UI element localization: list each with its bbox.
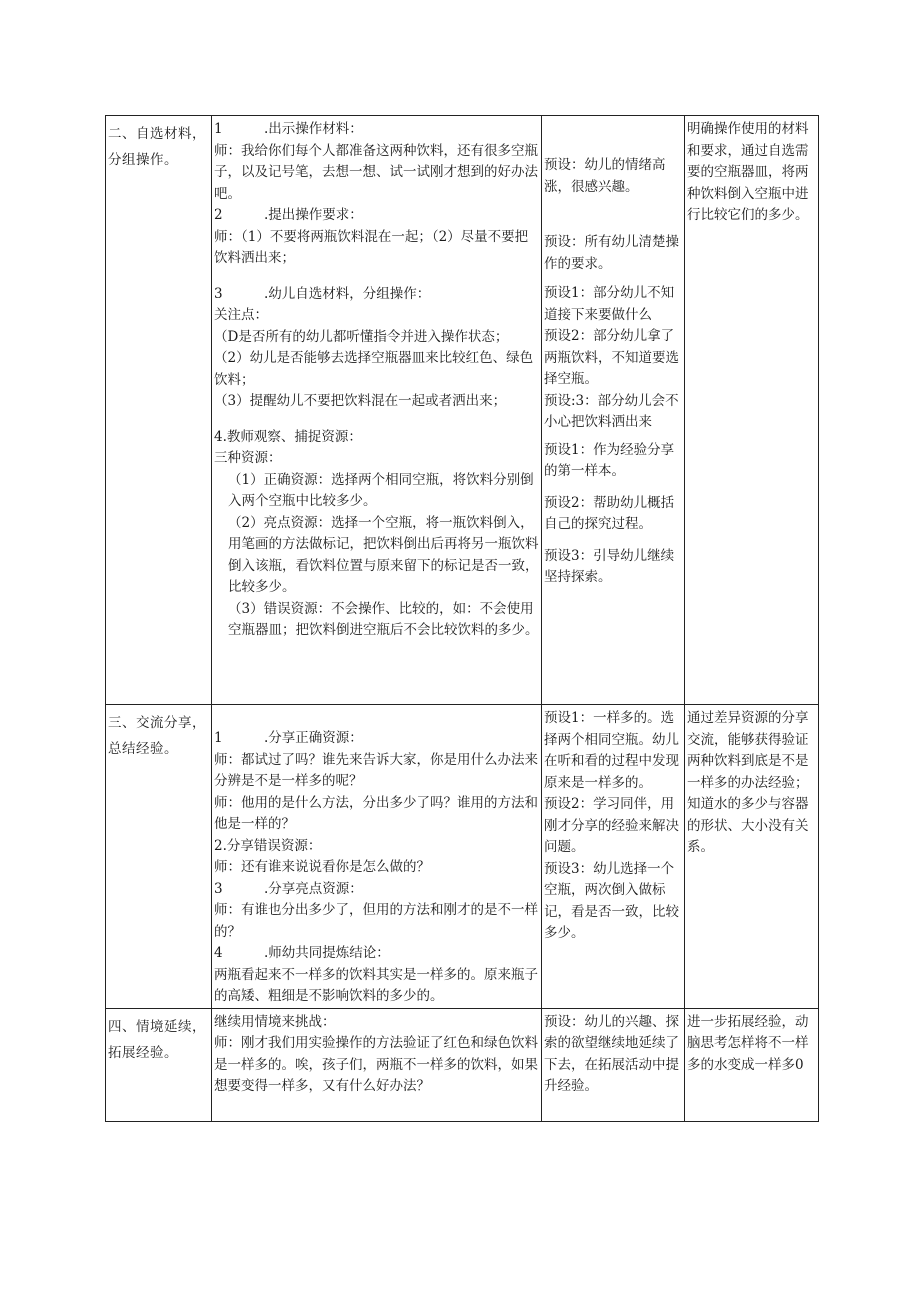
step-title: .出示操作材料： (264, 121, 363, 137)
stage-label: 二、自选材料，分组操作。 (108, 126, 206, 168)
teacher-line: 师：都试过了吗？谁先来告诉大家，你是用什么办法来分辨是不是一样多的呢？ (214, 751, 538, 789)
preset-text: 预设2：学习同伴，用刚才分享的经验来解决问题。 (544, 796, 679, 855)
preset-cell (542, 1008, 685, 1121)
teacher-line: 师：刚才我们用实验操作的方法验证了红色和绿色饮料是一样多的。唉，孩子们，两瓶不一样多的饮料，如果想要变得一样多，又有什么好办法？ (214, 1035, 538, 1094)
preset-text: 预设：幼儿的情绪高涨，很感兴趣。 (544, 157, 666, 195)
intent-text: 通过差异资源的分享交流，能够获得验证两种饮料到底是不是一样多的办法经验；知道水的多少与容器的形状、大小没有关系。 (687, 710, 809, 855)
stage-cell (106, 705, 212, 1009)
process-cell (212, 1008, 542, 1121)
step-title: .幼儿自选材料，分组操作： (264, 285, 431, 302)
step-title: 2.分享错误资源： (214, 837, 322, 854)
step-title: .师幼共同提炼结论： (264, 945, 390, 961)
step-number: 3 (214, 285, 223, 302)
preset-text: 预设3：幼儿选择一个空瓶，两次倒入做标记，看是否一致，比较多少。 (544, 860, 679, 941)
process-cell (212, 116, 542, 705)
preset-text: 预设1：部分幼儿不知道接下来要做什么 (544, 285, 675, 323)
step-number: 1 (214, 730, 223, 746)
step-title: .提出操作要求： (264, 207, 363, 223)
step-number: 3 (214, 880, 223, 897)
focus-point: （D是否所有的幼儿都听懂指令并进入操作状态； (214, 328, 509, 345)
preset-text: 预设1：一样多的。选择两个相同空瓶。幼儿在听和看的过程中发现原来是一样多的。 (544, 710, 679, 791)
resource-item: （2）亮点资源：选择一个空瓶，将一瓶饮料倒入，用笔画的方法做标记，把饮料倒出后再将另一瓶饮料倒入该瓶，看饮料位置与原来留下的标记是否一致，比较多少。 (228, 514, 539, 595)
stage-cell (106, 1008, 212, 1121)
preset-text: 预设2：部分幼儿拿了两瓶饮料，不知道要选择空瓶。 (544, 328, 679, 387)
stage-label: 四、情境延续，拓展经验。 (108, 1018, 206, 1061)
table-row (106, 1008, 819, 1121)
intent-cell (685, 1008, 819, 1121)
intent-text: 明确操作使用的材料和要求，通过自选需要的空瓶器皿，将两种饮料倒入空瓶中进行比较它们的多少。 (687, 121, 809, 223)
preset-text: 预设1：作为经验分享的第一样本。 (544, 441, 675, 479)
table-row (106, 116, 819, 705)
teacher-line: 师：还有谁来说说看你是怎么做的？ (214, 859, 430, 875)
focus-point: （3）提醒幼儿不要把饮料混在一起或者洒出来； (214, 393, 507, 409)
conclusion-text: 两瓶看起来不一样多的饮料其实是一样多的。原来瓶子的高矮、粗细是不影响饮料的多少的。 (214, 966, 538, 1004)
intent-cell (685, 705, 819, 1009)
focus-heading: 关注点： (214, 307, 268, 323)
preset-text: 预设:3：部分幼儿会不小心把饮料洒出来 (544, 392, 679, 430)
step-number: 2 (214, 207, 223, 223)
teacher-line: 师：我给你们每个人都准备这两种饮料，还有很多空瓶子，以及记号笔，去想一想、试一试刚才想到的好办法吧。 (214, 142, 538, 202)
step-title: .分享亮点资源： (264, 880, 363, 897)
step-title: .分享正确资源： (264, 730, 363, 746)
step-title: 继续用情境来挑战： (214, 1013, 336, 1030)
preset-cell (542, 705, 685, 1009)
teacher-line: 师：（1）不要将两瓶饮料混在一起；（2）尽量不要把饮料洒出来； (214, 228, 529, 266)
step-number: 4 (214, 945, 223, 961)
preset-cell (542, 116, 685, 705)
preset-text: 预设：所有幼儿清楚操作的要求。 (544, 234, 679, 272)
step-title: 4.教师观察、捕捉资源： (214, 428, 362, 445)
resource-item: （1）正确资源：选择两个相同空瓶，将饮料分别倒入两个空瓶中比较多少。 (228, 471, 534, 509)
process-cell (212, 705, 542, 1009)
teacher-line: 师：他用的是什么方法，分出多少了吗？谁用的方法和他是一样的？ (214, 794, 538, 832)
focus-point: （2）幼儿是否能够去选择空瓶器皿来比较红色、绿色饮料； (214, 350, 534, 388)
resource-item: （3）错误资源：不会操作、比较的，如：不会使用空瓶器皿；把饮料倒进空瓶后不会比较饮料的多少。 (228, 600, 539, 638)
preset-text: 预设3：引导幼儿继续坚持探索。 (544, 547, 675, 585)
stage-label: 三、交流分享，总结经验。 (108, 715, 206, 757)
intent-text: 进一步拓展经验，动脑思考怎样将不一样多的水变成一样多0 (687, 1013, 809, 1073)
lesson-plan-table (105, 115, 819, 1122)
table-row (106, 705, 819, 1009)
resource-intro: 三种资源： (214, 450, 282, 466)
step-number: 1 (214, 121, 223, 137)
preset-text: 预设2：帮助幼儿概括自己的探究过程。 (544, 494, 675, 532)
stage-cell (106, 116, 212, 705)
teacher-line: 师：有谁也分出多少了，但用的方法和刚才的是不一样的？ (214, 902, 538, 940)
preset-text: 预设：幼儿的兴趣、探索的欲望继续地延续了下去，在拓展活动中提升经验。 (544, 1013, 679, 1094)
intent-cell (685, 116, 819, 705)
